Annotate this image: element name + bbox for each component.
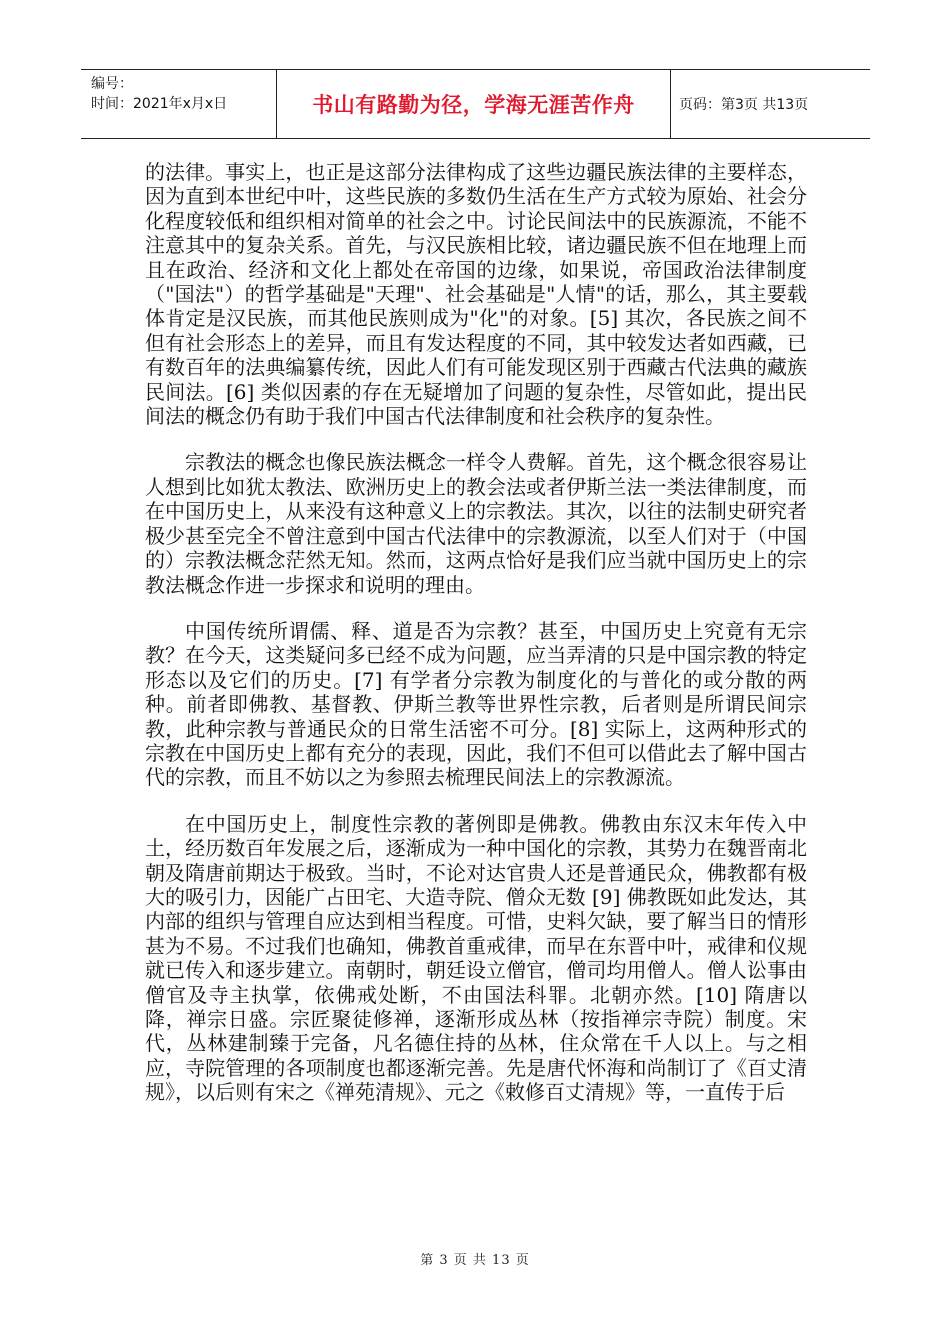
paragraph-chinese-religion: 中国传统所谓儒、释、道是否为宗教？甚至，中国历史上究竟有无宗教？在今天，这类疑问多已经不成为问题，应当弄清的只是中国宗教的特定形态以及它们的历史。[7] 有学者分宗教为制度化的与普化的或分散的两种。前者即佛教、基督教、伊斯兰教等世界性宗教，后者则是所谓民间宗教，此种宗教与普通民众的日常生活密不可分。[8] 实际上，这两种形式的宗教在中国历史上都有充分的表现，因此，我们不但可以借此去了解中国古代的宗教，而且不妨以之为参照去梳理民间法上的宗教源流。 (145, 618, 807, 790)
paragraph-continued: 的法律。事实上，也正是这部分法律构成了这些边疆民族法律的主要样态，因为直到本世纪中叶，这些民族的多数仍生活在生产方式较为原始、社会分化程度较低和组织相对简单的社会之中。讨论民间法中的民族源流，不能不注意其中的复杂关系。首先，与汉民族相比较，诸边疆民族不但在地理上而且在政治、经济和文化上都处在帝国的边缘，如果说，帝国政治法律制度（"国法"）的哲学基础是"天理"、社会基础是"人情"的话，那么，其主要载体肯定是汉民族，而其他民族则成为"化"的对象。[5] 其次，各民族之间不但有社会形态上的差异，而且有发达程度的不同，其中较发达者如西藏，已有数百年的法典编纂传统，因此人们有可能发现区别于西藏古代法典的藏族民间法。[6] 类似因素的存在无疑增加了问题的复杂性，尽管如此，提出民间法的概念仍有助于我们中国古代法律制度和社会秩序的复杂性。 (145, 160, 807, 429)
header-meta (81, 70, 277, 138)
paragraph-religious-law: 宗教法的概念也像民族法概念一样令人费解。首先，这个概念很容易让人想到比如犹太教法、欧洲历史上的教会法或者伊斯兰法一类法律制度，而在中国历史上，从来没有这种意义上的宗教法。其次，以往的法制史研究者极少甚至完全不曾注意到中国古代法律中的宗教源流，以至人们对于（中国的）宗教法概念茫然无知。然而，这两点恰好是我们应当就中国历史上的宗教法概念作进一步探求和说明的理由。 (145, 450, 807, 597)
serial-number-label: 编号： (91, 76, 133, 92)
date-label: 时间：2021年x月x日 (91, 96, 228, 112)
page-footer: 第 3 页 共 13 页 (420, 1253, 530, 1268)
page-header (81, 69, 870, 139)
paragraph-buddhism: 在中国历史上，制度性宗教的著例即是佛教。佛教由东汉末年传入中土，经历数百年发展之后，逐渐成为一种中国化的宗教，其势力在魏晋南北朝及隋唐前期达于极致。当时，不论对达官贵人还是普通民众，佛教都有极大的吸引力，因能广占田宅、大造寺院、僧众无数 [9] 佛教既如此发达，其内部的组织与管理自应达到相当程度。可惜，史料欠缺，要了解当日的情形甚为不易。不过我们也确知，佛教首重戒律，而早在东晋中叶，戒律和仪规就已传入和逐步建立。南朝时，朝廷设立僧官，僧司均用僧人。僧人讼事由僧官及寺主执掌，依佛戒处断，不由国法科罪。北朝亦然。[10] 隋唐以降，禅宗日盛。宗匠聚徒修禅，逐渐形成丛林（按指禅宗寺院）制度。宋代，丛林建制臻于完备，凡名德住持的丛林，住众常在千人以上。与之相应，寺院管理的各项制度也都逐渐完善。先是唐代怀海和尚制订了《百丈清规》，以后则有宋之《禅苑清规》、元之《敕修百丈清规》等，一直传于后 (145, 811, 807, 1105)
header-page-info: 页码：第3页 共13页 (679, 97, 809, 113)
document-body (145, 160, 807, 1105)
header-motto: 书山有路勤为径，学海无涯苦作舟 (277, 70, 671, 138)
